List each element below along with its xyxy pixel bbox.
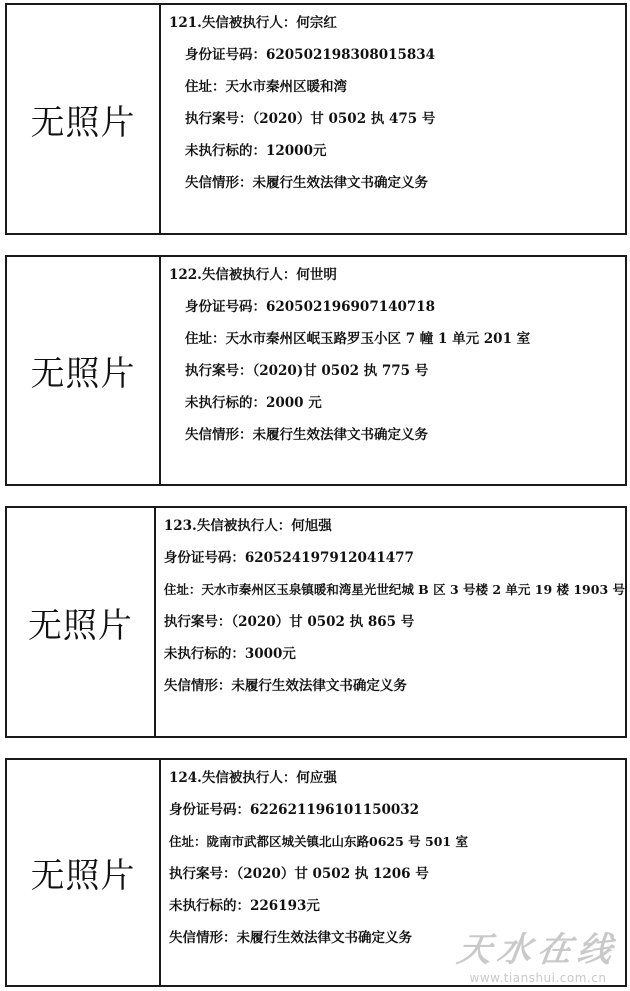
photo-placeholder: [7, 508, 156, 736]
dishonesty-situation: 失信情形：未履行生效法律文书确定义务: [185, 175, 428, 191]
record-title: 121.失信被执行人：何宗红: [169, 15, 337, 31]
dishonesty-situation: 失信情形：未履行生效法律文书确定义务: [185, 427, 428, 443]
watermark-logo: 天水在线: [454, 930, 621, 970]
record-title: 124.失信被执行人：何应强: [169, 770, 337, 786]
unexecuted-amount: 未执行标的：12000元: [185, 143, 327, 159]
record-info: [156, 508, 625, 736]
no-photo-label: 无照片: [30, 354, 136, 394]
case-number: 执行案号：（2020）甘 0502 执 1206 号: [169, 866, 429, 882]
photo-placeholder: [7, 760, 161, 985]
case-number: 执行案号：（2020）甘 0502 执 865 号: [163, 614, 415, 630]
site-watermark: [454, 922, 621, 985]
case-number: 执行案号：（2020）甘 0502 执 475 号: [185, 111, 436, 127]
record-card-123: [5, 506, 627, 738]
id-number: 身份证号码：620502196907140718: [185, 299, 436, 315]
address: 住址：天水市秦州区暖和湾: [185, 79, 347, 95]
dishonesty-situation: 失信情形：未履行生效法律文书确定义务: [169, 930, 412, 946]
dishonesty-situation: 失信情形：未履行生效法律文书确定义务: [163, 678, 407, 694]
record-title: 122.失信被执行人：何世明: [169, 267, 337, 283]
id-number: 身份证号码：620524197912041477: [163, 550, 414, 566]
address: 住址：天水市秦州区岷玉路罗玉小区 7 幢 1 单元 201 室: [185, 331, 531, 347]
unexecuted-amount: 未执行标的：226193元: [169, 898, 320, 914]
record-card-122: [5, 255, 627, 486]
id-number: 身份证号码：620502198308015834: [185, 47, 436, 63]
record-title: 123.失信被执行人：何旭强: [163, 518, 332, 534]
case-number: 执行案号：（2020)甘 0502 执 775 号: [185, 363, 429, 379]
unexecuted-amount: 未执行标的：3000元: [163, 646, 296, 662]
no-photo-label: 无照片: [30, 856, 136, 896]
record-info: [161, 5, 625, 233]
photo-placeholder: [7, 257, 161, 484]
unexecuted-amount: 未执行标的：2000 元: [185, 395, 322, 411]
id-number: 身份证号码：622621196101150032: [169, 802, 420, 818]
record-info: [161, 257, 625, 484]
address: 住址：陇南市武都区城关镇北山东路0625 号 501 室: [169, 834, 468, 849]
no-photo-label: 无照片: [30, 102, 136, 143]
watermark-url: www.tianshui.com.cn: [469, 971, 607, 985]
address: 住址：天水市秦州区玉泉镇暖和湾星光世纪城 B 区 3 号楼 2 单元 19 楼 1903 号: [163, 582, 625, 597]
record-card-121: [5, 3, 627, 235]
photo-placeholder: [7, 5, 161, 233]
no-photo-label: 无照片: [27, 605, 133, 646]
